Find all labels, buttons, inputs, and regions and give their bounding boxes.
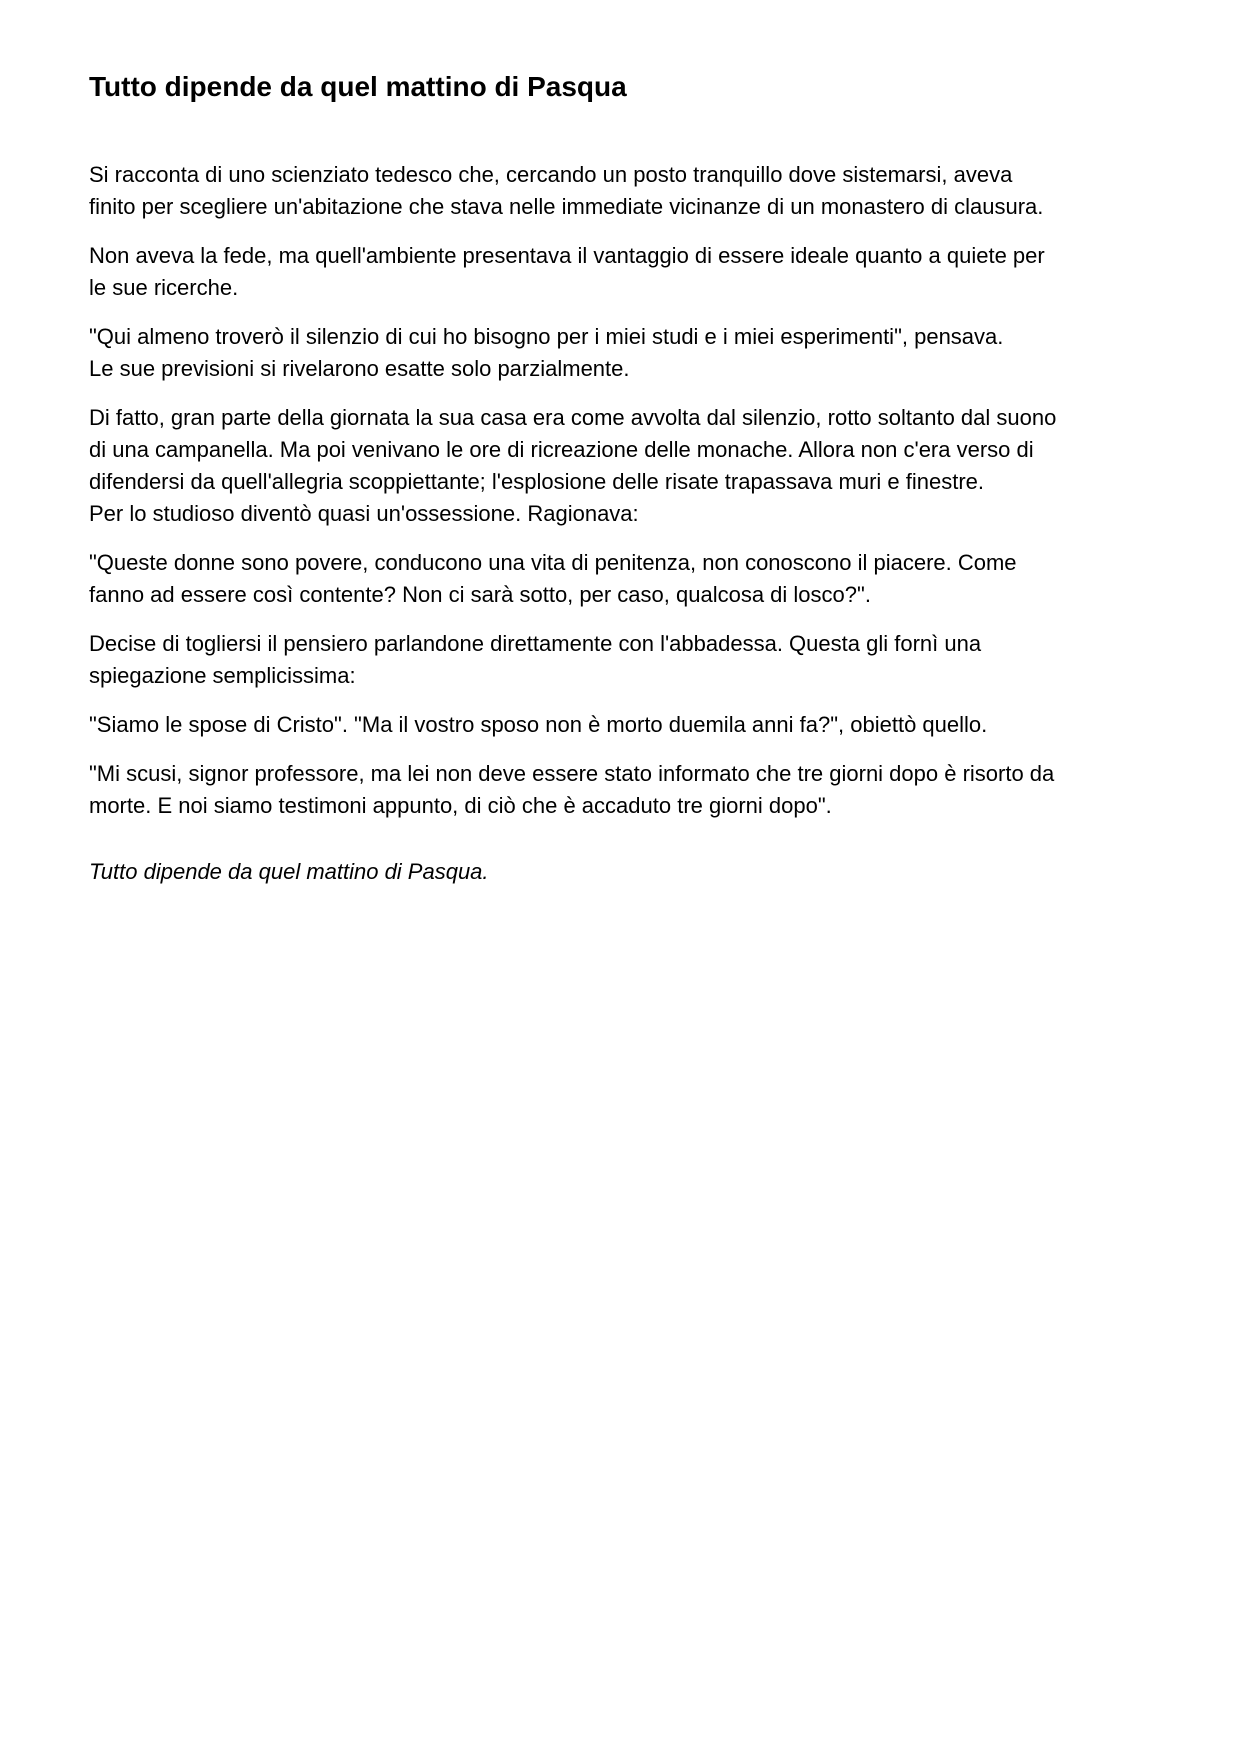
paragraph <box>89 240 1169 304</box>
text-line: "Mi scusi, signor professore, ma lei non deve essere stato informato che tre giorni dopo è risorto da <box>89 760 1055 786</box>
text-line: "Queste donne sono povere, conducono una vita di penitenza, non conoscono il piacere. Come <box>89 549 1017 575</box>
text-line: finito per scegliere un'abitazione che stava nelle immediate vicinanze di un monastero di clausura. <box>89 193 1044 219</box>
text-line: Di fatto, gran parte della giornata la sua casa era come avvolta dal silenzio, rotto soltanto dal suono <box>89 404 1057 430</box>
closing-line: Tutto dipende da quel mattino di Pasqua. <box>89 858 489 884</box>
document-title: Tutto dipende da quel mattino di Pasqua <box>89 71 627 102</box>
paragraph <box>89 628 1169 692</box>
text-line: Le sue previsioni si rivelarono esatte solo parzialmente. <box>89 355 630 381</box>
text-line: di una campanella. Ma poi venivano le ore di ricreazione delle monache. Allora non c'era verso di <box>89 436 1034 462</box>
paragraph <box>89 758 1169 822</box>
text-line: Non aveva la fede, ma quell'ambiente presentava il vantaggio di essere ideale quanto a quiete per <box>89 242 1045 268</box>
paragraph <box>89 159 1169 223</box>
paragraph <box>89 709 1169 741</box>
document-page <box>89 70 1169 888</box>
text-line: morte. E noi siamo testimoni appunto, di ciò che è accaduto tre giorni dopo". <box>89 792 832 818</box>
text-line: le sue ricerche. <box>89 274 239 300</box>
text-line: spiegazione semplicissima: <box>89 662 356 688</box>
text-line: Si racconta di uno scienziato tedesco che, cercando un posto tranquillo dove sistemarsi, aveva <box>89 161 1013 187</box>
text-line: "Siamo le spose di Cristo". "Ma il vostro sposo non è morto duemila anni fa?", obiettò quello. <box>89 711 988 737</box>
text-line: fanno ad essere così contente? Non ci sarà sotto, per caso, qualcosa di losco?". <box>89 581 871 607</box>
text-line: "Qui almeno troverò il silenzio di cui ho bisogno per i miei studi e i miei esperimenti", pensava. <box>89 323 1004 349</box>
text-line: Decise di togliersi il pensiero parlandone direttamente con l'abbadessa. Questa gli fornì una <box>89 630 982 656</box>
text-line: Per lo studioso diventò quasi un'ossessione. Ragionava: <box>89 500 639 526</box>
paragraph <box>89 547 1169 611</box>
paragraph <box>89 402 1169 530</box>
text-line: difendersi da quell'allegria scoppiettante; l'esplosione delle risate trapassava muri e finestre. <box>89 468 985 494</box>
paragraph <box>89 321 1169 385</box>
document-body <box>89 159 1169 888</box>
